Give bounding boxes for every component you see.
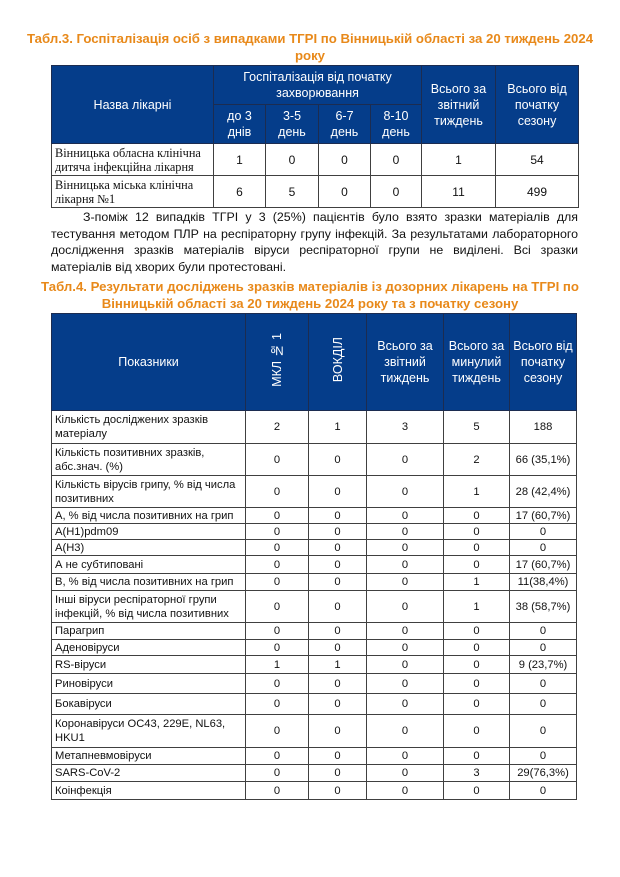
header-hospital-name: Назва лікарні [52, 66, 214, 144]
header-6-7-days: 6-7 день [319, 105, 371, 144]
indicator-name: Коронавіруси ОС43, 229E, NL63, HKU1 [52, 715, 246, 748]
cell-vokdil: 0 [309, 540, 367, 556]
cell-season: 499 [496, 176, 579, 208]
header-mkl-1-label: МКЛ № 1 [270, 333, 284, 387]
table-row [52, 674, 577, 694]
table3-title: Табл.3. Госпіталізація осіб з випадками ТГРІ по Вінницькій області за 20 тиждень 2024 року [26, 31, 594, 63]
cell-prev-week: 0 [444, 508, 510, 524]
cell-week-total: 0 [367, 640, 444, 656]
cell-mkl-1: 0 [246, 694, 309, 715]
cell-season-total: 0 [510, 540, 577, 556]
cell-vokdil: 0 [309, 574, 367, 591]
cell-d3: 1 [214, 144, 266, 176]
cell-season-total: 0 [510, 623, 577, 640]
indicator-name: SARS-CoV-2 [52, 765, 246, 782]
cell-mkl-1: 1 [246, 656, 309, 674]
cell-season-total: 17 (60,7%) [510, 556, 577, 574]
cell-prev-week: 0 [444, 540, 510, 556]
header-indicators: Показники [52, 314, 246, 411]
hospitalization-table [51, 65, 579, 208]
indicator-name: RS-віруси [52, 656, 246, 674]
cell-d810: 0 [371, 144, 422, 176]
indicator-name: Інші віруси респіраторної групи інфекцій, % від числа позитивних [52, 591, 246, 623]
cell-season-total: 38 (58,7%) [510, 591, 577, 623]
cell-mkl-1: 0 [246, 765, 309, 782]
cell-mkl-1: 0 [246, 591, 309, 623]
cell-prev-week: 0 [444, 656, 510, 674]
cell-week-total: 0 [367, 540, 444, 556]
cell-vokdil: 0 [309, 674, 367, 694]
indicator-name: В, % від числа позитивних на грип [52, 574, 246, 591]
header-week-total: Всього за звітний тиждень [367, 314, 444, 411]
header-hospitalization-group: Госпіталізація від початку захворювання [214, 66, 422, 105]
indicator-name: А(Н1)pdm09 [52, 524, 246, 540]
cell-week-total: 0 [367, 748, 444, 765]
cell-vokdil: 0 [309, 694, 367, 715]
indicator-name: А, % від числа позитивних на грип [52, 508, 246, 524]
cell-prev-week: 0 [444, 640, 510, 656]
table-row [52, 524, 577, 540]
cell-mkl-1: 0 [246, 640, 309, 656]
cell-mkl-1: 0 [246, 748, 309, 765]
cell-week-total: 0 [367, 715, 444, 748]
cell-vokdil: 1 [309, 656, 367, 674]
cell-week-total: 0 [367, 556, 444, 574]
table-row [52, 656, 577, 674]
cell-prev-week: 5 [444, 411, 510, 444]
cell-prev-week: 0 [444, 782, 510, 800]
cell-mkl-1: 0 [246, 476, 309, 508]
cell-season-total: 29(76,3%) [510, 765, 577, 782]
cell-week: 1 [422, 144, 496, 176]
header-season-total: Всього від початку сезону [510, 314, 577, 411]
cell-prev-week: 2 [444, 444, 510, 476]
indicator-name: Парагрип [52, 623, 246, 640]
cell-prev-week: 0 [444, 715, 510, 748]
cell-vokdil: 0 [309, 640, 367, 656]
cell-vokdil: 0 [309, 556, 367, 574]
indicator-name: Метапневмовіруси [52, 748, 246, 765]
cell-week-total: 0 [367, 674, 444, 694]
cell-vokdil: 0 [309, 765, 367, 782]
cell-vokdil: 0 [309, 508, 367, 524]
cell-vokdil: 0 [309, 715, 367, 748]
cell-season-total: 11(38,4%) [510, 574, 577, 591]
cell-d35: 0 [266, 144, 319, 176]
header-prev-week: Всього за минулий тиждень [444, 314, 510, 411]
cell-mkl-1: 0 [246, 674, 309, 694]
header-3-5-days: 3-5 день [266, 105, 319, 144]
cell-prev-week: 0 [444, 748, 510, 765]
header-8-10-days: 8-10 день [371, 105, 422, 144]
cell-week-total: 0 [367, 524, 444, 540]
cell-season-total: 188 [510, 411, 577, 444]
cell-mkl-1: 0 [246, 782, 309, 800]
cell-week-total: 0 [367, 591, 444, 623]
cell-season-total: 28 (42,4%) [510, 476, 577, 508]
header-up-to-3-days: до 3 днів [214, 105, 266, 144]
table-row [52, 176, 579, 208]
table-row [52, 540, 577, 556]
cell-season-total: 0 [510, 674, 577, 694]
cell-prev-week: 1 [444, 591, 510, 623]
cell-mkl-1: 0 [246, 623, 309, 640]
cell-vokdil: 0 [309, 623, 367, 640]
cell-d810: 0 [371, 176, 422, 208]
cell-vokdil: 1 [309, 411, 367, 444]
cell-season-total: 9 (23,7%) [510, 656, 577, 674]
cell-mkl-1: 0 [246, 556, 309, 574]
cell-week-total: 0 [367, 656, 444, 674]
cell-prev-week: 1 [444, 476, 510, 508]
table-row [52, 444, 577, 476]
indicator-name: Аденовіруси [52, 640, 246, 656]
cell-prev-week: 0 [444, 556, 510, 574]
cell-season-total: 17 (60,7%) [510, 508, 577, 524]
indicator-name: А(Н3) [52, 540, 246, 556]
cell-mkl-1: 0 [246, 574, 309, 591]
cell-week-total: 0 [367, 623, 444, 640]
cell-season-total: 0 [510, 524, 577, 540]
cell-prev-week: 0 [444, 524, 510, 540]
table-row [52, 574, 577, 591]
cell-vokdil: 0 [309, 748, 367, 765]
cell-week-total: 3 [367, 411, 444, 444]
cell-week-total: 0 [367, 476, 444, 508]
cell-week-total: 0 [367, 574, 444, 591]
cell-week: 11 [422, 176, 496, 208]
cell-week-total: 0 [367, 444, 444, 476]
table-row [52, 411, 577, 444]
cell-mkl-1: 0 [246, 524, 309, 540]
indicator-name: А не субтиповані [52, 556, 246, 574]
cell-mkl-1: 2 [246, 411, 309, 444]
cell-season-total: 0 [510, 694, 577, 715]
cell-mkl-1: 0 [246, 540, 309, 556]
cell-mkl-1: 0 [246, 715, 309, 748]
cell-week-total: 0 [367, 508, 444, 524]
cell-vokdil: 0 [309, 444, 367, 476]
cell-season-total: 0 [510, 782, 577, 800]
cell-vokdil: 0 [309, 524, 367, 540]
cell-week-total: 0 [367, 765, 444, 782]
cell-mkl-1: 0 [246, 444, 309, 476]
hospital-name: Вінницька міська клінічна лікарня №1 [52, 176, 214, 208]
cell-prev-week: 3 [444, 765, 510, 782]
cell-prev-week: 0 [444, 694, 510, 715]
table-row [52, 508, 577, 524]
table-row [52, 623, 577, 640]
table-row [52, 591, 577, 623]
cell-season-total: 0 [510, 640, 577, 656]
table4-title: Табл.4. Результати досліджень зразків матеріалів із дозорних лікарень на ТГРІ по Вінницькій області за 20 тиждень 2024 року та з початку сезону [41, 279, 579, 311]
header-week-total: Всього за звітний тиждень [422, 66, 496, 144]
cell-d35: 5 [266, 176, 319, 208]
table-row [52, 556, 577, 574]
indicator-name: Бокавіруси [52, 694, 246, 715]
table-row [52, 144, 579, 176]
cell-d67: 0 [319, 176, 371, 208]
cell-mkl-1: 0 [246, 508, 309, 524]
table-row [52, 748, 577, 765]
cell-season-total: 0 [510, 715, 577, 748]
cell-vokdil: 0 [309, 476, 367, 508]
header-vokdil-label: ВОКДІЛ [330, 337, 345, 383]
indicator-name: Риновіруси [52, 674, 246, 694]
table-row [52, 782, 577, 800]
cell-prev-week: 1 [444, 574, 510, 591]
cell-prev-week: 0 [444, 623, 510, 640]
table-row [52, 694, 577, 715]
cell-season: 54 [496, 144, 579, 176]
table-row [52, 715, 577, 748]
cell-season-total: 0 [510, 748, 577, 765]
lab-results-table [51, 313, 577, 800]
cell-vokdil: 0 [309, 782, 367, 800]
indicator-name: Кількість позитивних зразків, абс.знач. (%) [52, 444, 246, 476]
header-mkl-1 [246, 314, 309, 411]
cell-d67: 0 [319, 144, 371, 176]
indicator-name: Кількість досліджених зразків матеріалу [52, 411, 246, 444]
cell-season-total: 66 (35,1%) [510, 444, 577, 476]
hospital-name: Вінницька обласна клінічна дитяча інфекційна лікарня [52, 144, 214, 176]
table-row [52, 640, 577, 656]
cell-week-total: 0 [367, 782, 444, 800]
indicator-name: Коінфекція [52, 782, 246, 800]
cell-vokdil: 0 [309, 591, 367, 623]
header-season-total: Всього від початку сезону [496, 66, 579, 144]
indicator-name: Кількість вірусів грипу, % від числа позитивних [52, 476, 246, 508]
cell-d3: 6 [214, 176, 266, 208]
table-row [52, 765, 577, 782]
cell-prev-week: 0 [444, 674, 510, 694]
summary-paragraph: З-поміж 12 випадків ТГРІ у 3 (25%) пацієнтів було взято зразки матеріалів для тестування методом ПЛР на респіраторну групу інфекцій. За результатами лабораторного дослідження зразків матеріалів віруси респіраторної групи не виділені. Всі зразки матеріалів від хворих були протестовані. [51, 210, 578, 275]
header-vokdil [309, 314, 367, 411]
cell-week-total: 0 [367, 694, 444, 715]
table-row [52, 476, 577, 508]
